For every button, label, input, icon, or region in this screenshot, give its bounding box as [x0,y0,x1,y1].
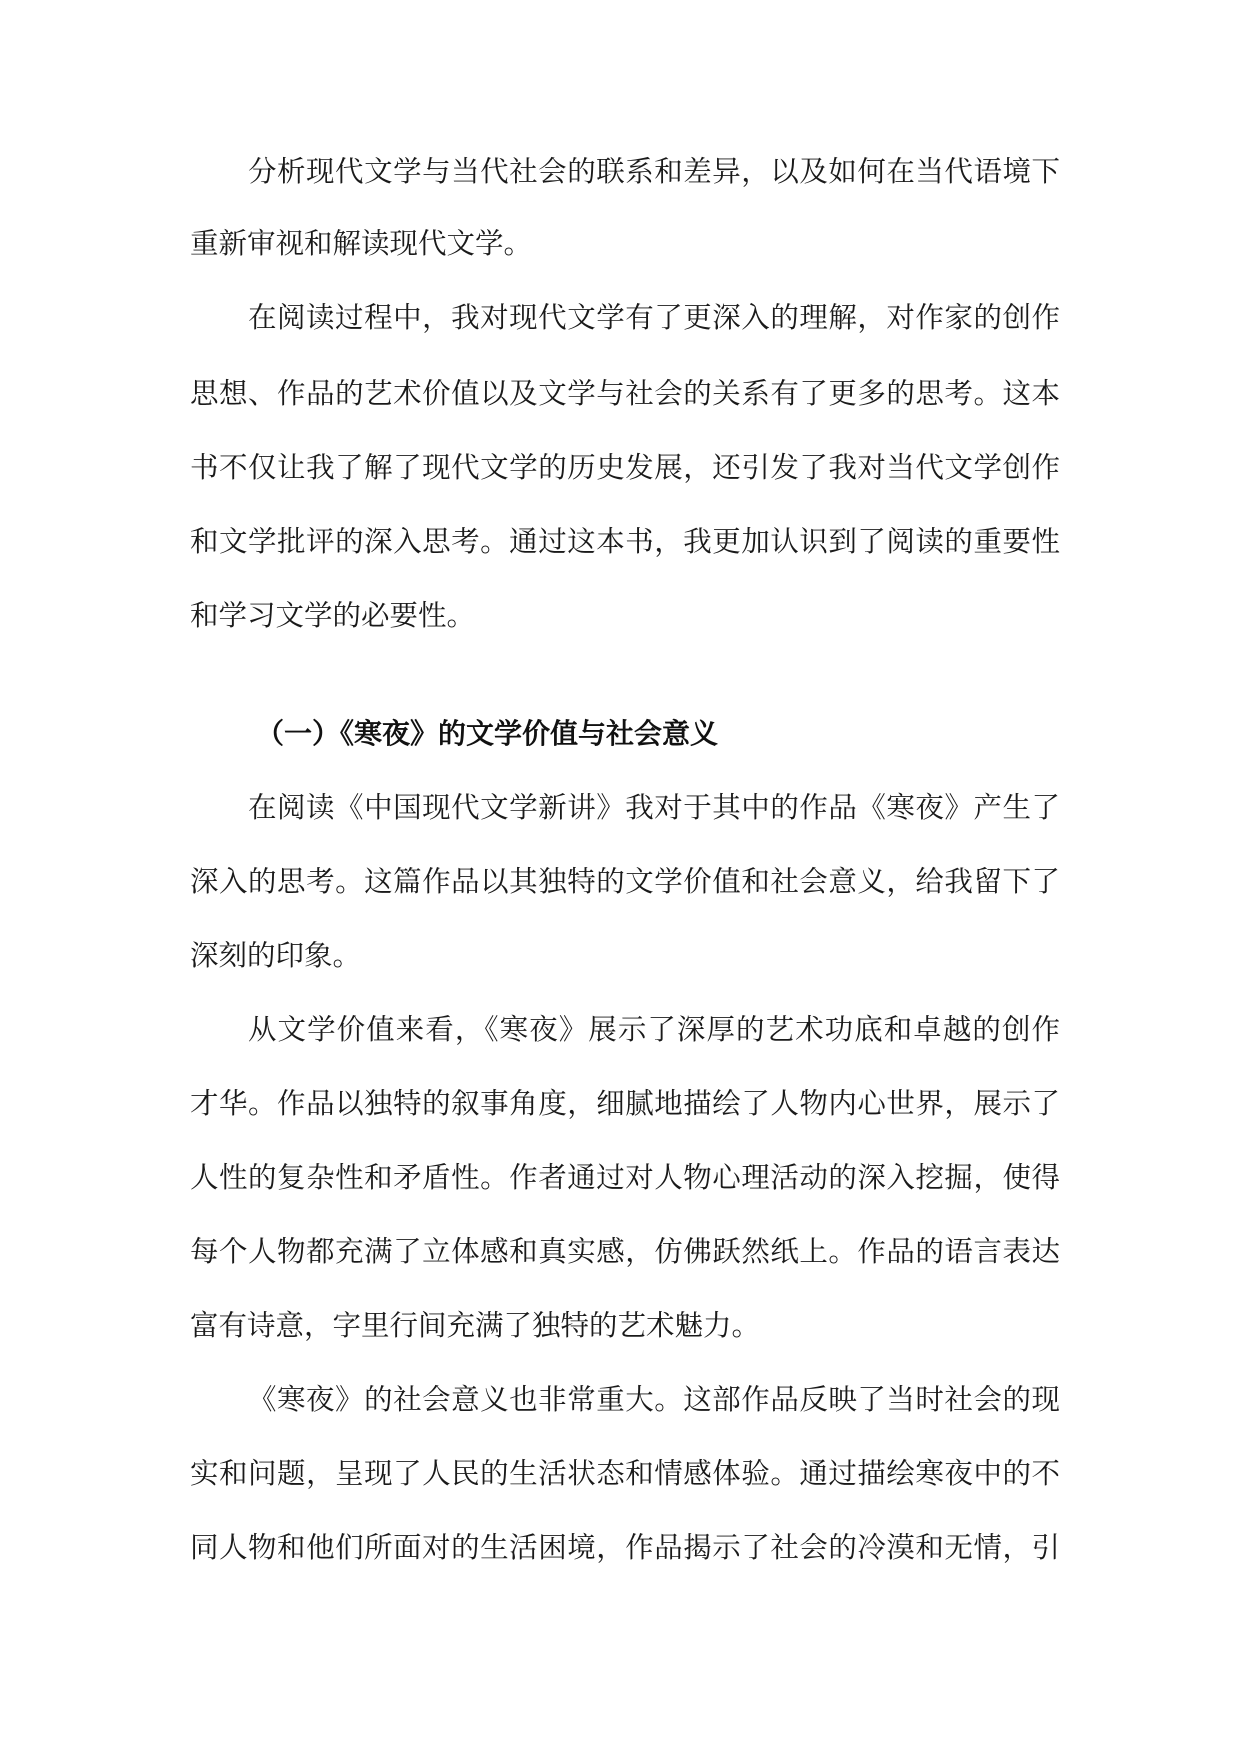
paragraph-line: 深入的思考。这篇作品以其独特的文学价值和社会意义，给我留下了 [190,865,1060,898]
paragraph-line: 和文学批评的深入思考。通过这本书，我更加认识到了阅读的重要性 [190,525,1060,558]
paragraph-line: 实和问题，呈现了人民的生活状态和情感体验。通过描绘寒夜中的不 [190,1457,1060,1490]
paragraph-line: 重新审视和解读现代文学。 [190,227,533,260]
paragraph-line: 书不仅让我了解了现代文学的历史发展，还引发了我对当代文学创作 [190,451,1060,484]
paragraph-line: 从文学价值来看，《寒夜》展示了深厚的艺术功底和卓越的创作 [248,1013,1060,1046]
paragraph-line: 思想、作品的艺术价值以及文学与社会的关系有了更多的思考。这本 [190,377,1060,410]
paragraph-line: 才华。作品以独特的叙事角度，细腻地描绘了人物内心世界，展示了 [190,1087,1060,1120]
paragraph-line: 分析现代文学与当代社会的联系和差异，以及如何在当代语境下 [248,155,1060,188]
paragraph-line: 在阅读过程中，我对现代文学有了更深入的理解，对作家的创作 [248,301,1060,334]
paragraph-line: 在阅读《中国现代文学新讲》我对于其中的作品《寒夜》产生了 [248,791,1060,824]
paragraph-line: 人性的复杂性和矛盾性。作者通过对人物心理活动的深入挖掘，使得 [190,1161,1060,1194]
paragraph-line: 和学习文学的必要性。 [190,599,476,632]
paragraph-line: 深刻的印象。 [190,939,362,972]
paragraph-line: 同人物和他们所面对的生活困境，作品揭示了社会的冷漠和无情，引 [190,1531,1060,1564]
paragraph-line: 每个人物都充满了立体感和真实感，仿佛跃然纸上。作品的语言表达 [190,1235,1060,1268]
paragraph-line: 富有诗意，字里行间充满了独特的艺术魅力。 [190,1309,761,1342]
section-heading: （一）《寒夜》的文学价值与社会意义 [256,717,719,750]
paragraph-line: 《寒夜》的社会意义也非常重大。这部作品反映了当时社会的现 [248,1383,1060,1416]
